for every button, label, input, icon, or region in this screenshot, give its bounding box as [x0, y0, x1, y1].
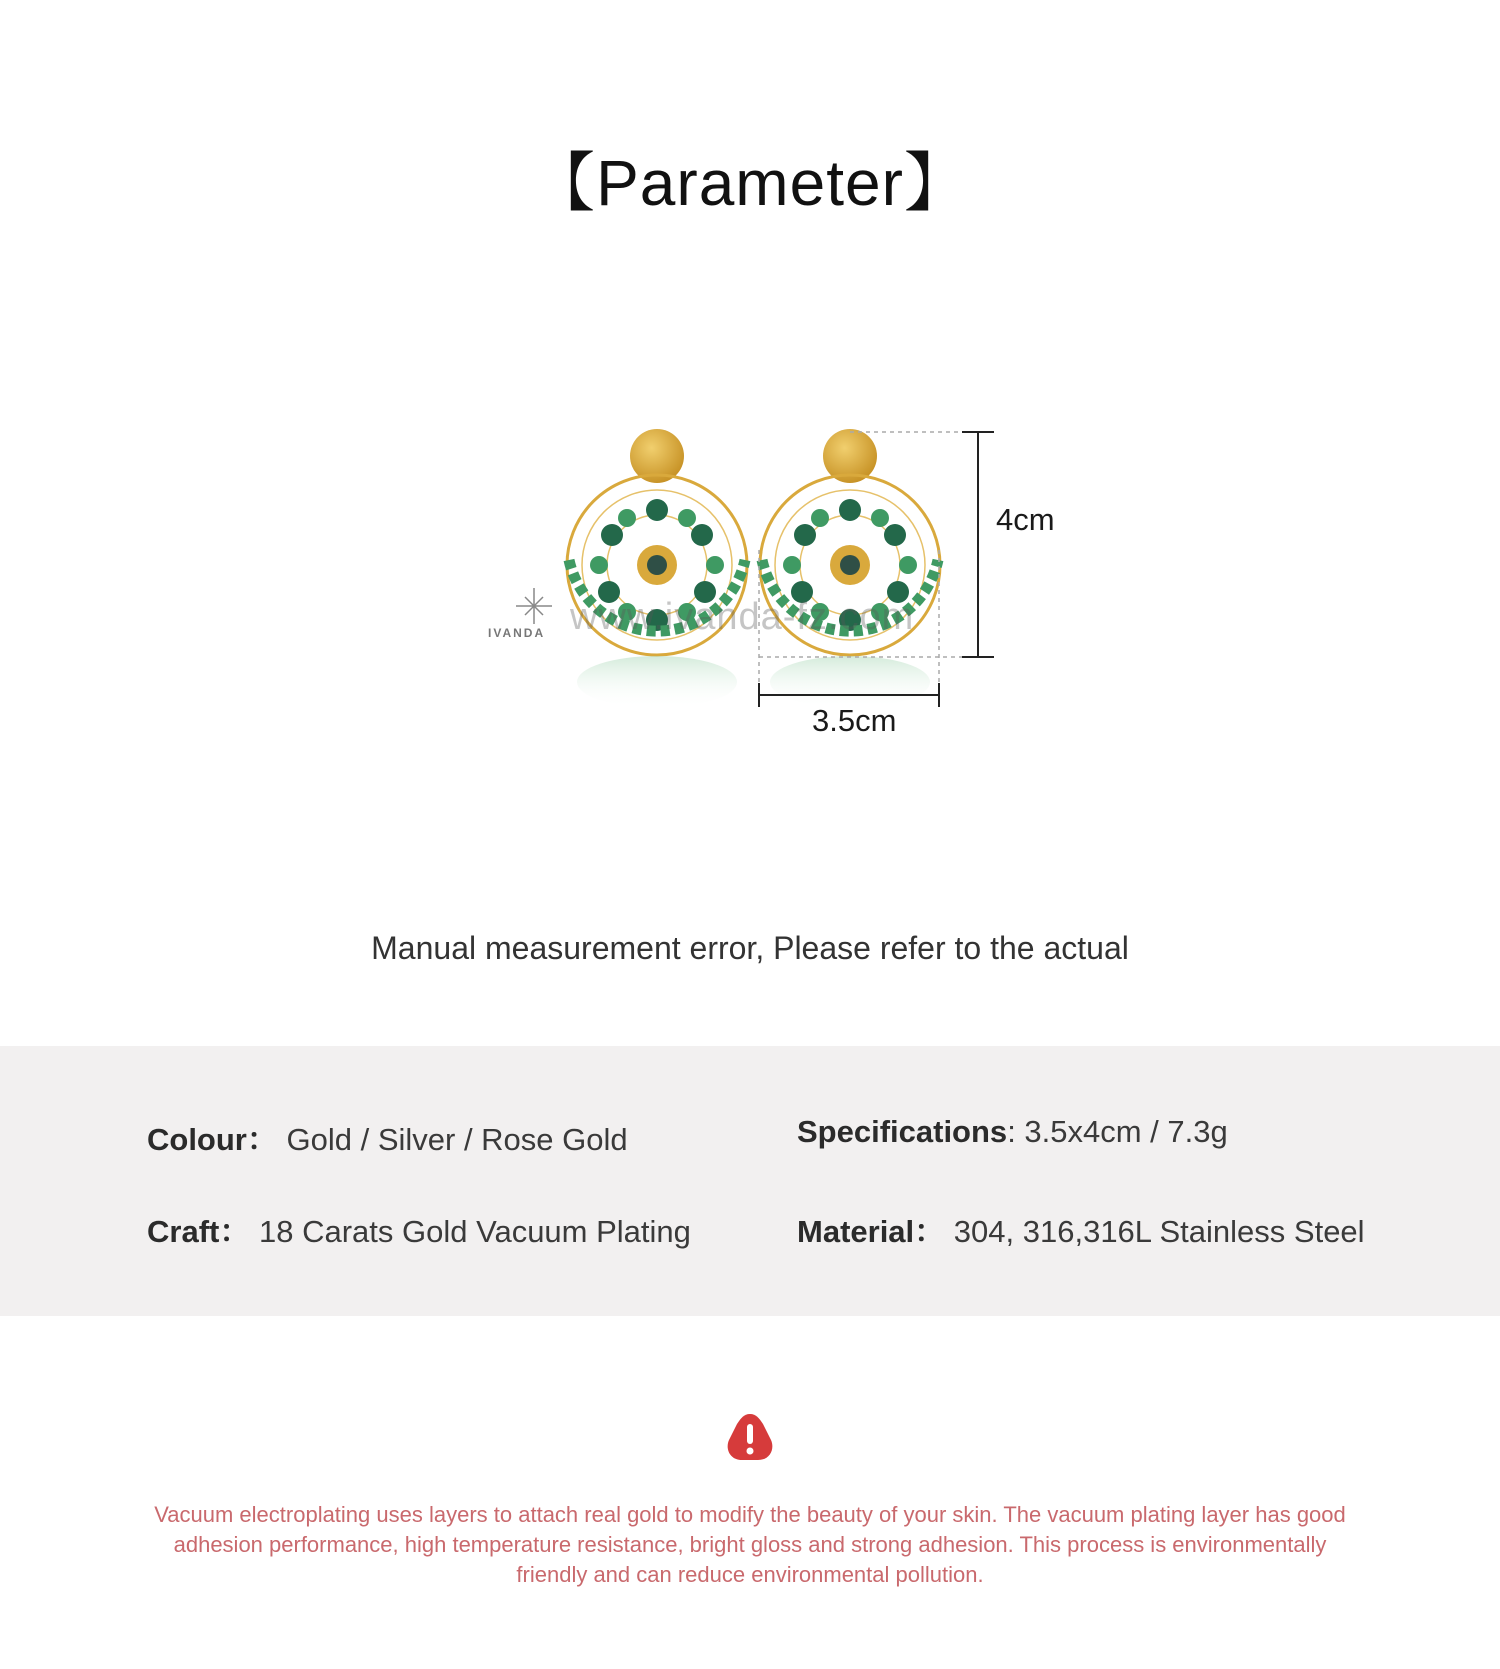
spec-specifications-label: Specifications [797, 1114, 1008, 1149]
spec-material [797, 1206, 1365, 1251]
right-earring [760, 429, 940, 708]
spec-colour [147, 1114, 628, 1159]
width-label: 3.5cm [812, 703, 897, 738]
specs-panel [0, 1046, 1500, 1316]
spec-craft-label: Craft： [147, 1214, 251, 1249]
height-dimension [962, 432, 994, 657]
left-earring [567, 429, 747, 708]
exclamation-icon [726, 1412, 774, 1462]
spec-craft-value: 18 Carats Gold Vacuum Plating [258, 1214, 691, 1249]
height-label: 4cm [996, 502, 1055, 537]
spec-colour-label: Colour： [147, 1122, 278, 1157]
brand-label: IVANDA [488, 626, 546, 640]
spec-colour-value: Gold / Silver / Rose Gold [286, 1122, 628, 1157]
spec-specifications [797, 1114, 1228, 1150]
spec-specifications-value: : 3.5x4cm / 7.3g [1007, 1114, 1228, 1149]
product-dimension-figure [488, 420, 1080, 740]
page-title: 【Parameter】 [531, 147, 969, 219]
spec-material-value: 304, 316,316L Stainless Steel [953, 1214, 1365, 1249]
watermark-text: www.ivanda-fz.com [570, 596, 915, 638]
plating-info-text: Vacuum electroplating uses layers to attach real gold to modify the beauty of your skin. The vacuum plating layer has good adhesion performance, high temperature resistance, bright gloss and strong adhesion. This process is environmentally friendly and can reduce environmental pollution. [154, 1502, 1346, 1587]
brand-star-icon [516, 588, 552, 624]
spec-craft [147, 1206, 691, 1251]
earrings-illustration [500, 420, 1080, 740]
measurement-note: Manual measurement error, Please refer to the actual [371, 930, 1129, 966]
spec-material-label: Material： [797, 1214, 946, 1249]
